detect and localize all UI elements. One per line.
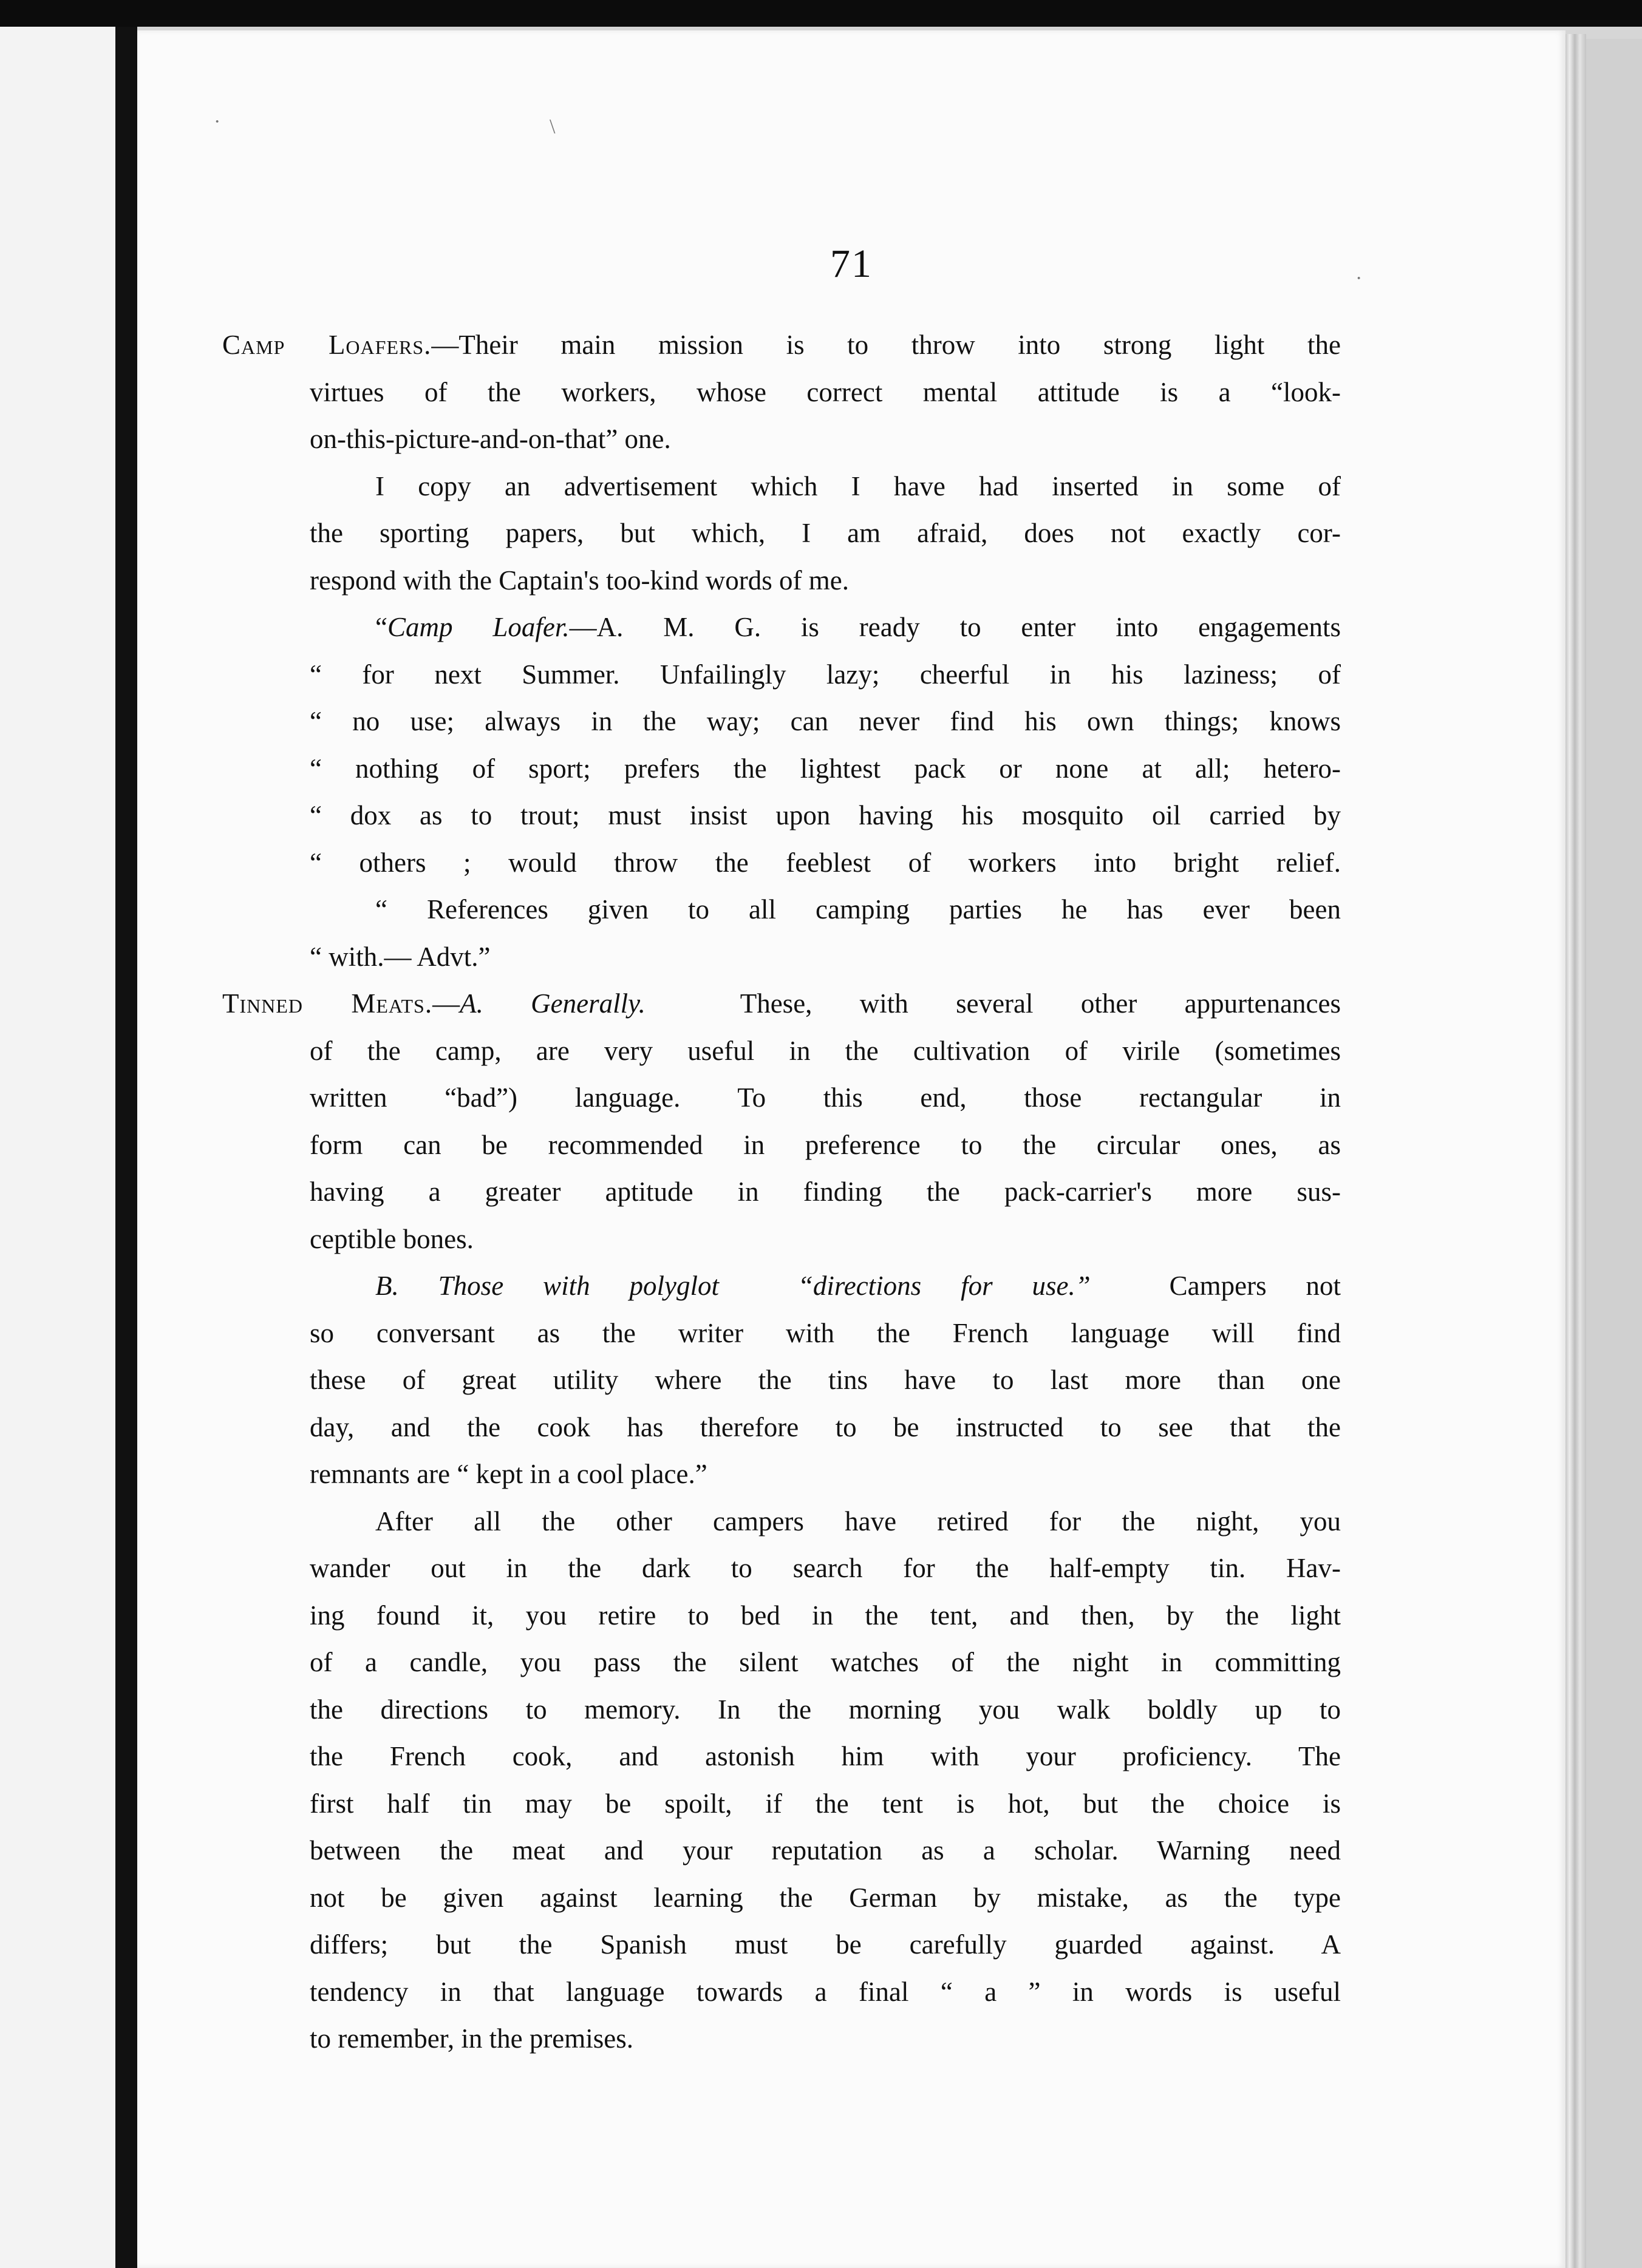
text-line: so conversant as the writer with the French language will find (310, 1317, 1341, 1348)
text-line: “ others ; would throw the feeblest of workers into bright relief. (310, 847, 1341, 878)
text-line: to remember, in the premises. (310, 2023, 634, 2054)
text-line: “ no use; always in the way; can never find his own things; knows (310, 706, 1341, 736)
text-line: of a candle, you pass the silent watches of the night in committing (310, 1647, 1341, 1677)
scan-top-border (0, 0, 1642, 27)
page-edge (1565, 34, 1586, 2268)
text-line: written “bad”) language. To this end, those rectangular in (310, 1082, 1341, 1113)
page-edge-background (1586, 39, 1642, 2268)
text-line: on-this-picture-and-on-that” one. (310, 424, 671, 454)
entry-heading-line: Tinned Meats.—A. Generally. These, with several other appurtenances (222, 988, 1341, 1019)
scan-speck: · (214, 110, 221, 133)
text-line: the directions to memory. In the morning you walk boldly up to (310, 1694, 1341, 1725)
text-line: I copy an advertisement which I have had inserted in some of (375, 470, 1341, 501)
subsection-b-label: B. Those with polyglot (375, 1271, 719, 1301)
entry-heading: Camp Loafers. (222, 330, 432, 360)
entry-camp-loafers (222, 322, 1341, 980)
text-line: remnants are “ kept in a cool place.” (310, 1459, 707, 1489)
text-line: “ nothing of sport; prefers the lightest pack or none at all; hetero- (310, 753, 1341, 784)
text-line: ing found it, you retire to bed in the tent, and then, by the light (310, 1600, 1341, 1631)
text-line: “ dox as to trout; must insist upon having his mosquito oil carried by (310, 800, 1341, 830)
text-line: After all the other campers have retired for the night, you (375, 1506, 1341, 1536)
text-line: first half tin may be spoilt, if the tent is hot, but the choice is (310, 1788, 1341, 1819)
subsection-b-line: B. Those with polyglot “directions for use.” Campers not (375, 1271, 1341, 1301)
text-line: “ with.— Advt.” (310, 941, 491, 972)
entry-heading-line: Camp Loafers.—Their main mission is to throw into strong light the (222, 330, 1341, 360)
text-line: tendency in that language towards a final “ a ” in words is useful (310, 1976, 1341, 2007)
book-spine-shadow (115, 27, 137, 2268)
text-line: of the camp, are very useful in the cultivation of virile (sometimes (310, 1035, 1341, 1066)
text-line: “ References given to all camping parties he has ever been (375, 894, 1341, 925)
text-line: form can be recommended in preference to the circular ones, as (310, 1129, 1341, 1160)
text-line: day, and the cook has therefore to be instructed to see that the (310, 1411, 1341, 1442)
text-line: the French cook, and astonish him with your proficiency. The (310, 1741, 1341, 1771)
facing-page-margin (0, 27, 115, 2268)
advert-first-line: “Camp Loafer.—A. M. G. is ready to enter into engagements (375, 612, 1341, 642)
text-line: “ for next Summer. Unfailingly lazy; cheerful in his laziness; of (310, 659, 1341, 690)
scan-speck: \ (550, 115, 556, 138)
text-line: virtues of the workers, whose correct mental attitude is a “look- (310, 376, 1341, 407)
text-line: not be given against learning the German by mistake, as the type (310, 1882, 1341, 1913)
text-line: between the meat and your reputation as a scholar. Warning need (310, 1835, 1341, 1866)
text-line: these of great utility where the tins have to last more than one (310, 1365, 1341, 1395)
advert-title: Camp Loafer. (387, 612, 570, 642)
page-number: 71 (830, 242, 873, 286)
text-line: ceptible bones. (310, 1223, 474, 1254)
subsection-a-label: A. Generally. (460, 988, 646, 1019)
text-line: wander out in the dark to search for the half-empty tin. Hav- (310, 1553, 1341, 1583)
text-line: respond with the Captain's too-kind words of me. (310, 565, 849, 596)
text-line: the sporting papers, but which, I am afraid, does not exactly cor- (310, 518, 1341, 548)
scan-speck: · (1355, 267, 1363, 290)
entry-heading: Tinned Meats. (222, 988, 433, 1019)
entry-tinned-meats (222, 980, 1341, 2063)
text-line: differs; but the Spanish must be carefully guarded against. A (310, 1929, 1341, 1960)
text-line: having a greater aptitude in finding the pack-carrier's more sus- (310, 1176, 1341, 1207)
